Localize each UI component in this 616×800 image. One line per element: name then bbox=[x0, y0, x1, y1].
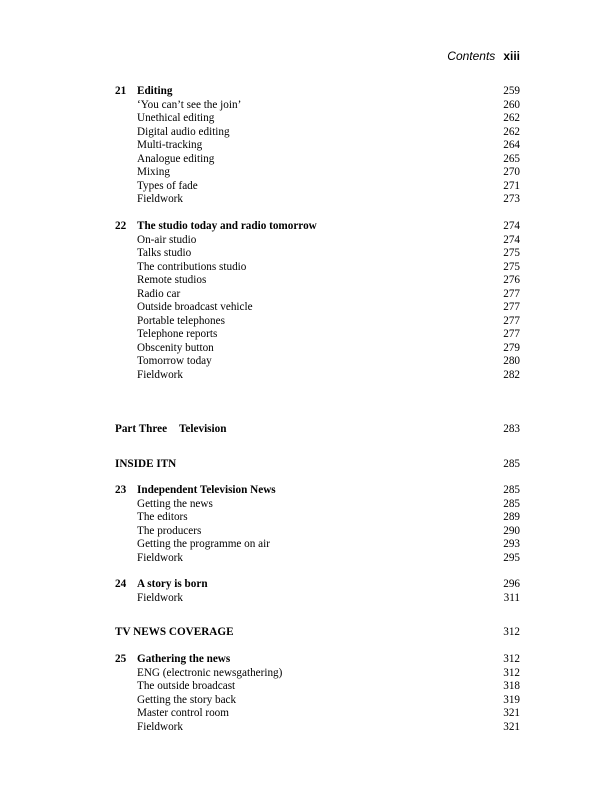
page-number: 262 bbox=[503, 112, 520, 124]
entry-title: Fieldwork bbox=[137, 720, 183, 733]
entry-title: ‘You can’t see the join’ bbox=[137, 98, 242, 111]
toc-entry bbox=[115, 165, 520, 179]
section-heading bbox=[115, 625, 520, 639]
toc-entry bbox=[115, 111, 520, 125]
entry-title: The outside broadcast bbox=[137, 680, 236, 692]
page-number: 270 bbox=[503, 166, 520, 178]
toc-entry bbox=[115, 138, 520, 152]
page-number: 285 bbox=[503, 458, 520, 470]
chapter-heading-24 bbox=[115, 577, 520, 591]
toc-entry bbox=[115, 510, 520, 524]
page-number: 283 bbox=[503, 423, 520, 435]
page-number: 290 bbox=[503, 524, 520, 537]
page-number: 285 bbox=[503, 497, 520, 510]
page-number: 312 bbox=[503, 666, 520, 679]
section-heading bbox=[115, 457, 520, 471]
entry-title: Obscenity button bbox=[137, 341, 214, 354]
toc-entry bbox=[115, 679, 520, 693]
entry-title: Telephone reports bbox=[137, 328, 218, 340]
chapter-title: Editing bbox=[137, 85, 173, 97]
entry-title: Analogue editing bbox=[137, 152, 215, 165]
toc-entry bbox=[115, 260, 520, 274]
toc-entry bbox=[115, 706, 520, 720]
page-number: 319 bbox=[503, 693, 520, 706]
toc-entry bbox=[115, 233, 520, 247]
toc-entry bbox=[115, 524, 520, 538]
toc-entry bbox=[115, 327, 520, 341]
toc-entry bbox=[115, 341, 520, 355]
page-number: 280 bbox=[503, 355, 520, 367]
chapter-number: 21 bbox=[115, 85, 127, 97]
entry-title: ENG (electronic newsgathering) bbox=[137, 666, 283, 679]
chapter-heading-22 bbox=[115, 219, 520, 233]
page-number: 312 bbox=[503, 626, 520, 638]
toc-entry bbox=[115, 693, 520, 707]
toc-entry bbox=[115, 591, 520, 605]
toc-entry bbox=[115, 273, 520, 287]
page-number: 321 bbox=[503, 720, 520, 733]
page-number: 275 bbox=[503, 260, 520, 273]
page-number: 277 bbox=[503, 328, 520, 340]
entry-title: Getting the news bbox=[137, 497, 213, 510]
entry-title: Fieldwork bbox=[137, 591, 183, 604]
toc-entry bbox=[115, 354, 520, 368]
header-page-number: xiii bbox=[503, 49, 520, 63]
page-number: 273 bbox=[503, 193, 520, 205]
entry-title: Outside broadcast vehicle bbox=[137, 301, 253, 313]
page-number: 279 bbox=[503, 341, 520, 354]
part-heading bbox=[115, 422, 520, 436]
page-number: 274 bbox=[503, 233, 520, 246]
page-number: 277 bbox=[503, 301, 520, 313]
entry-title: Getting the story back bbox=[137, 693, 237, 706]
page-number: 262 bbox=[503, 125, 520, 138]
entry-title: Radio car bbox=[137, 287, 181, 300]
toc-entry bbox=[115, 179, 520, 193]
toc-entry bbox=[115, 246, 520, 260]
page-number: 277 bbox=[503, 287, 520, 300]
page-number: 271 bbox=[503, 179, 520, 192]
toc-entry bbox=[115, 152, 520, 166]
page-number: 312 bbox=[503, 653, 520, 665]
page-number: 318 bbox=[503, 680, 520, 692]
entry-title: The producers bbox=[137, 524, 202, 537]
section-title: TV NEWS COVERAGE bbox=[115, 626, 234, 638]
page-number: 311 bbox=[503, 591, 520, 604]
entry-title: Multi-tracking bbox=[137, 139, 203, 151]
entry-title: Types of fade bbox=[137, 179, 198, 192]
page-number: 321 bbox=[503, 707, 520, 719]
toc-entry bbox=[115, 192, 520, 206]
entry-title: Fieldwork bbox=[137, 368, 183, 381]
toc-entry bbox=[115, 497, 520, 511]
entry-title: Portable telephones bbox=[137, 314, 225, 327]
page-number: 296 bbox=[503, 578, 520, 590]
chapter-number: 22 bbox=[115, 220, 127, 232]
toc-entry bbox=[115, 287, 520, 301]
page-number: 289 bbox=[503, 511, 520, 523]
page-number: 285 bbox=[503, 484, 520, 496]
entry-title: Digital audio editing bbox=[137, 125, 230, 138]
toc-entry bbox=[115, 666, 520, 680]
page-number: 277 bbox=[503, 314, 520, 327]
entry-title: The contributions studio bbox=[137, 260, 247, 273]
toc-entry bbox=[115, 551, 520, 565]
page-number: 275 bbox=[503, 247, 520, 259]
chapter-number: 23 bbox=[115, 484, 127, 496]
chapter-heading-23 bbox=[115, 483, 520, 497]
page-number: 276 bbox=[503, 274, 520, 286]
entry-title: The editors bbox=[137, 511, 188, 523]
section-title: INSIDE ITN bbox=[115, 458, 177, 470]
page-number: 265 bbox=[503, 152, 520, 165]
page-number: 274 bbox=[503, 220, 520, 232]
entry-title: Unethical editing bbox=[137, 112, 215, 124]
entry-title: Talks studio bbox=[137, 247, 192, 259]
entry-title: On-air studio bbox=[137, 233, 197, 246]
chapter-heading-25 bbox=[115, 652, 520, 666]
chapter-number: 24 bbox=[115, 578, 127, 590]
entry-title: Fieldwork bbox=[137, 193, 183, 205]
toc-entry bbox=[115, 125, 520, 139]
toc-entry bbox=[115, 368, 520, 382]
entry-title: Fieldwork bbox=[137, 551, 183, 564]
entry-title: Master control room bbox=[137, 707, 229, 719]
entry-title: Tomorrow today bbox=[137, 355, 212, 367]
chapter-title: A story is born bbox=[137, 578, 208, 590]
page-number: 260 bbox=[503, 98, 520, 111]
toc-entry bbox=[115, 300, 520, 314]
entry-title: Getting the programme on air bbox=[137, 538, 270, 550]
part-title: Television bbox=[179, 423, 227, 435]
page-number: 282 bbox=[503, 368, 520, 381]
header-title: Contents bbox=[447, 49, 496, 63]
chapter-title: Independent Television News bbox=[137, 484, 276, 496]
chapter-title: The studio today and radio tomorrow bbox=[137, 220, 317, 232]
chapter-number: 25 bbox=[115, 653, 127, 665]
running-header bbox=[447, 49, 520, 63]
entry-title: Mixing bbox=[137, 166, 170, 178]
page-number: 295 bbox=[503, 551, 520, 564]
page-number: 259 bbox=[503, 85, 520, 97]
toc-entry bbox=[115, 720, 520, 734]
part-label: Part Three bbox=[115, 423, 168, 435]
toc-entry bbox=[115, 314, 520, 328]
toc-entry bbox=[115, 537, 520, 551]
page-number: 264 bbox=[503, 139, 520, 151]
chapter-title: Gathering the news bbox=[137, 653, 231, 665]
chapter-heading-21 bbox=[115, 84, 520, 98]
entry-title: Remote studios bbox=[137, 274, 207, 286]
page-number: 293 bbox=[503, 538, 520, 550]
toc-entry bbox=[115, 98, 520, 112]
